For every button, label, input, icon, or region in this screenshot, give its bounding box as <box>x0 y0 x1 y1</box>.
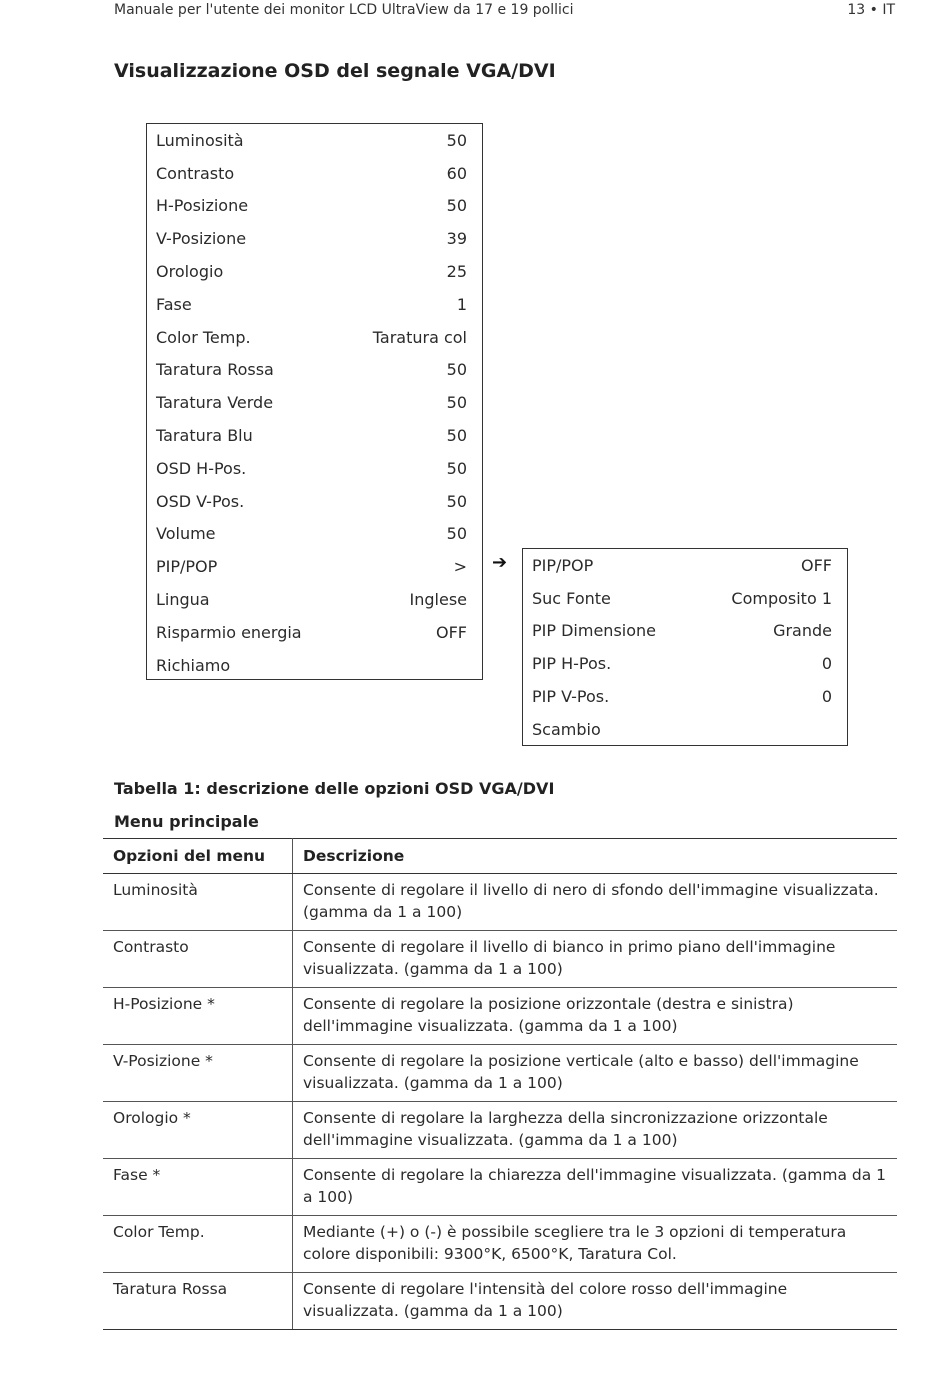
osd-value: OFF <box>801 555 832 575</box>
table-subcaption: Menu principale <box>114 812 259 831</box>
osd-label: Luminosità <box>156 130 244 150</box>
table-row <box>103 1159 897 1216</box>
osd-row <box>532 582 832 615</box>
option-cell: Fase * <box>103 1159 293 1216</box>
osd-value: Composito 1 <box>731 588 832 608</box>
osd-row <box>156 550 467 583</box>
table-row <box>103 1102 897 1159</box>
table-row <box>103 931 897 988</box>
osd-label: Color Temp. <box>156 327 251 347</box>
osd-label: PIP H-Pos. <box>532 654 612 674</box>
option-cell: Contrasto <box>103 931 293 988</box>
osd-value: OFF <box>436 622 467 642</box>
osd-row <box>156 616 467 649</box>
osd-value: 60 <box>446 163 467 183</box>
osd-row <box>156 452 467 485</box>
table-row <box>103 1045 897 1102</box>
description-cell: Consente di regolare la chiarezza dell'immagine visualizzata. (gamma da 1 a 100) <box>293 1159 898 1216</box>
osd-value: 0 <box>821 687 832 707</box>
option-cell: Luminosità <box>103 874 293 931</box>
osd-label: Taratura Rossa <box>156 360 274 380</box>
osd-value: 50 <box>446 360 467 380</box>
arrow-right-icon: ➔ <box>492 552 508 573</box>
description-cell: Consente di regolare il livello di bianco in primo piano dell'immagine visualizzata. (gamma da 1 a 100) <box>293 931 898 988</box>
page-number: 13 • IT <box>847 2 895 18</box>
osd-pip-submenu <box>522 548 848 746</box>
osd-row <box>156 583 467 616</box>
osd-label: Contrasto <box>156 163 235 183</box>
osd-label: Richiamo <box>156 655 231 675</box>
osd-label: OSD H-Pos. <box>156 458 247 478</box>
osd-row <box>532 680 832 713</box>
osd-value: 50 <box>446 491 467 511</box>
osd-row <box>156 288 467 321</box>
osd-row <box>156 321 467 354</box>
osd-value: 50 <box>446 393 467 413</box>
table-caption: Tabella 1: descrizione delle opzioni OSD VGA/DVI <box>114 779 555 798</box>
description-cell: Consente di regolare la posizione verticale (alto e basso) dell'immagine visualizzata. (gamma da 1 a 100) <box>293 1045 898 1102</box>
osd-row <box>156 386 467 419</box>
table-row <box>103 1216 897 1273</box>
osd-label: OSD V-Pos. <box>156 491 245 511</box>
osd-row <box>156 649 467 682</box>
osd-label: Volume <box>156 524 216 544</box>
description-cell: Consente di regolare l'intensità del colore rosso dell'immagine visualizzata. (gamma da 1 a 100) <box>293 1273 898 1330</box>
osd-row <box>156 419 467 452</box>
table-row <box>103 1273 897 1330</box>
osd-row <box>156 485 467 518</box>
description-cell: Consente di regolare la larghezza della sincronizzazione orizzontale dell'immagine visualizzata. (gamma da 1 a 100) <box>293 1102 898 1159</box>
osd-label: Risparmio energia <box>156 622 302 642</box>
osd-row <box>156 518 467 551</box>
page-header-title: Manuale per l'utente dei monitor LCD UltraView da 17 e 19 pollici <box>114 2 574 18</box>
osd-value: 50 <box>446 130 467 150</box>
table-header-row <box>103 839 897 874</box>
osd-row <box>532 549 832 582</box>
osd-label: Taratura Blu <box>156 426 253 446</box>
osd-value: 50 <box>446 426 467 446</box>
column-header-description: Descrizione <box>293 839 898 874</box>
table-row <box>103 988 897 1045</box>
description-cell: Consente di regolare la posizione orizzontale (destra e sinistra) dell'immagine visualizzata. (gamma da 1 a 100) <box>293 988 898 1045</box>
section-title: Visualizzazione OSD del segnale VGA/DVI <box>114 60 556 82</box>
osd-main-menu <box>146 123 483 680</box>
osd-value: 39 <box>446 229 467 249</box>
osd-label: H-Posizione <box>156 196 249 216</box>
osd-value: Inglese <box>409 590 467 610</box>
table-row <box>103 874 897 931</box>
osd-row <box>156 222 467 255</box>
osd-row <box>156 255 467 288</box>
osd-label: Lingua <box>156 590 210 610</box>
option-cell: Orologio * <box>103 1102 293 1159</box>
osd-value: > <box>453 557 467 577</box>
osd-label: PIP V-Pos. <box>532 687 610 707</box>
osd-label: PIP Dimensione <box>532 621 656 641</box>
osd-value: Grande <box>773 621 832 641</box>
osd-label: PIP/POP <box>156 557 218 577</box>
option-cell: H-Posizione * <box>103 988 293 1045</box>
osd-label: Orologio <box>156 262 224 282</box>
option-cell: Taratura Rossa <box>103 1273 293 1330</box>
osd-value: 1 <box>456 294 467 314</box>
osd-value: 25 <box>446 262 467 282</box>
description-cell: Mediante (+) o (-) è possibile scegliere tra le 3 opzioni di temperatura colore disponibili: 9300°K, 6500°K, Taratura Col. <box>293 1216 898 1273</box>
osd-label: Scambio <box>532 719 601 739</box>
osd-value: 50 <box>446 524 467 544</box>
osd-row <box>532 647 832 680</box>
osd-value: Taratura col <box>372 327 467 347</box>
osd-label: Suc Fonte <box>532 588 611 608</box>
options-table <box>103 838 897 1330</box>
option-cell: V-Posizione * <box>103 1045 293 1102</box>
osd-value: 50 <box>446 458 467 478</box>
osd-label: Taratura Verde <box>156 393 274 413</box>
osd-row <box>156 124 467 157</box>
osd-row <box>532 615 832 648</box>
option-cell: Color Temp. <box>103 1216 293 1273</box>
osd-value: 0 <box>821 654 832 674</box>
osd-label: Fase <box>156 294 192 314</box>
osd-value: 50 <box>446 196 467 216</box>
osd-row <box>156 190 467 223</box>
column-header-option: Opzioni del menu <box>103 839 293 874</box>
osd-row <box>532 713 832 746</box>
osd-label: PIP/POP <box>532 555 594 575</box>
description-cell: Consente di regolare il livello di nero di sfondo dell'immagine visualizzata. (gamma da 1 a 100) <box>293 874 898 931</box>
osd-row <box>156 157 467 190</box>
osd-row <box>156 354 467 387</box>
osd-label: V-Posizione <box>156 229 247 249</box>
